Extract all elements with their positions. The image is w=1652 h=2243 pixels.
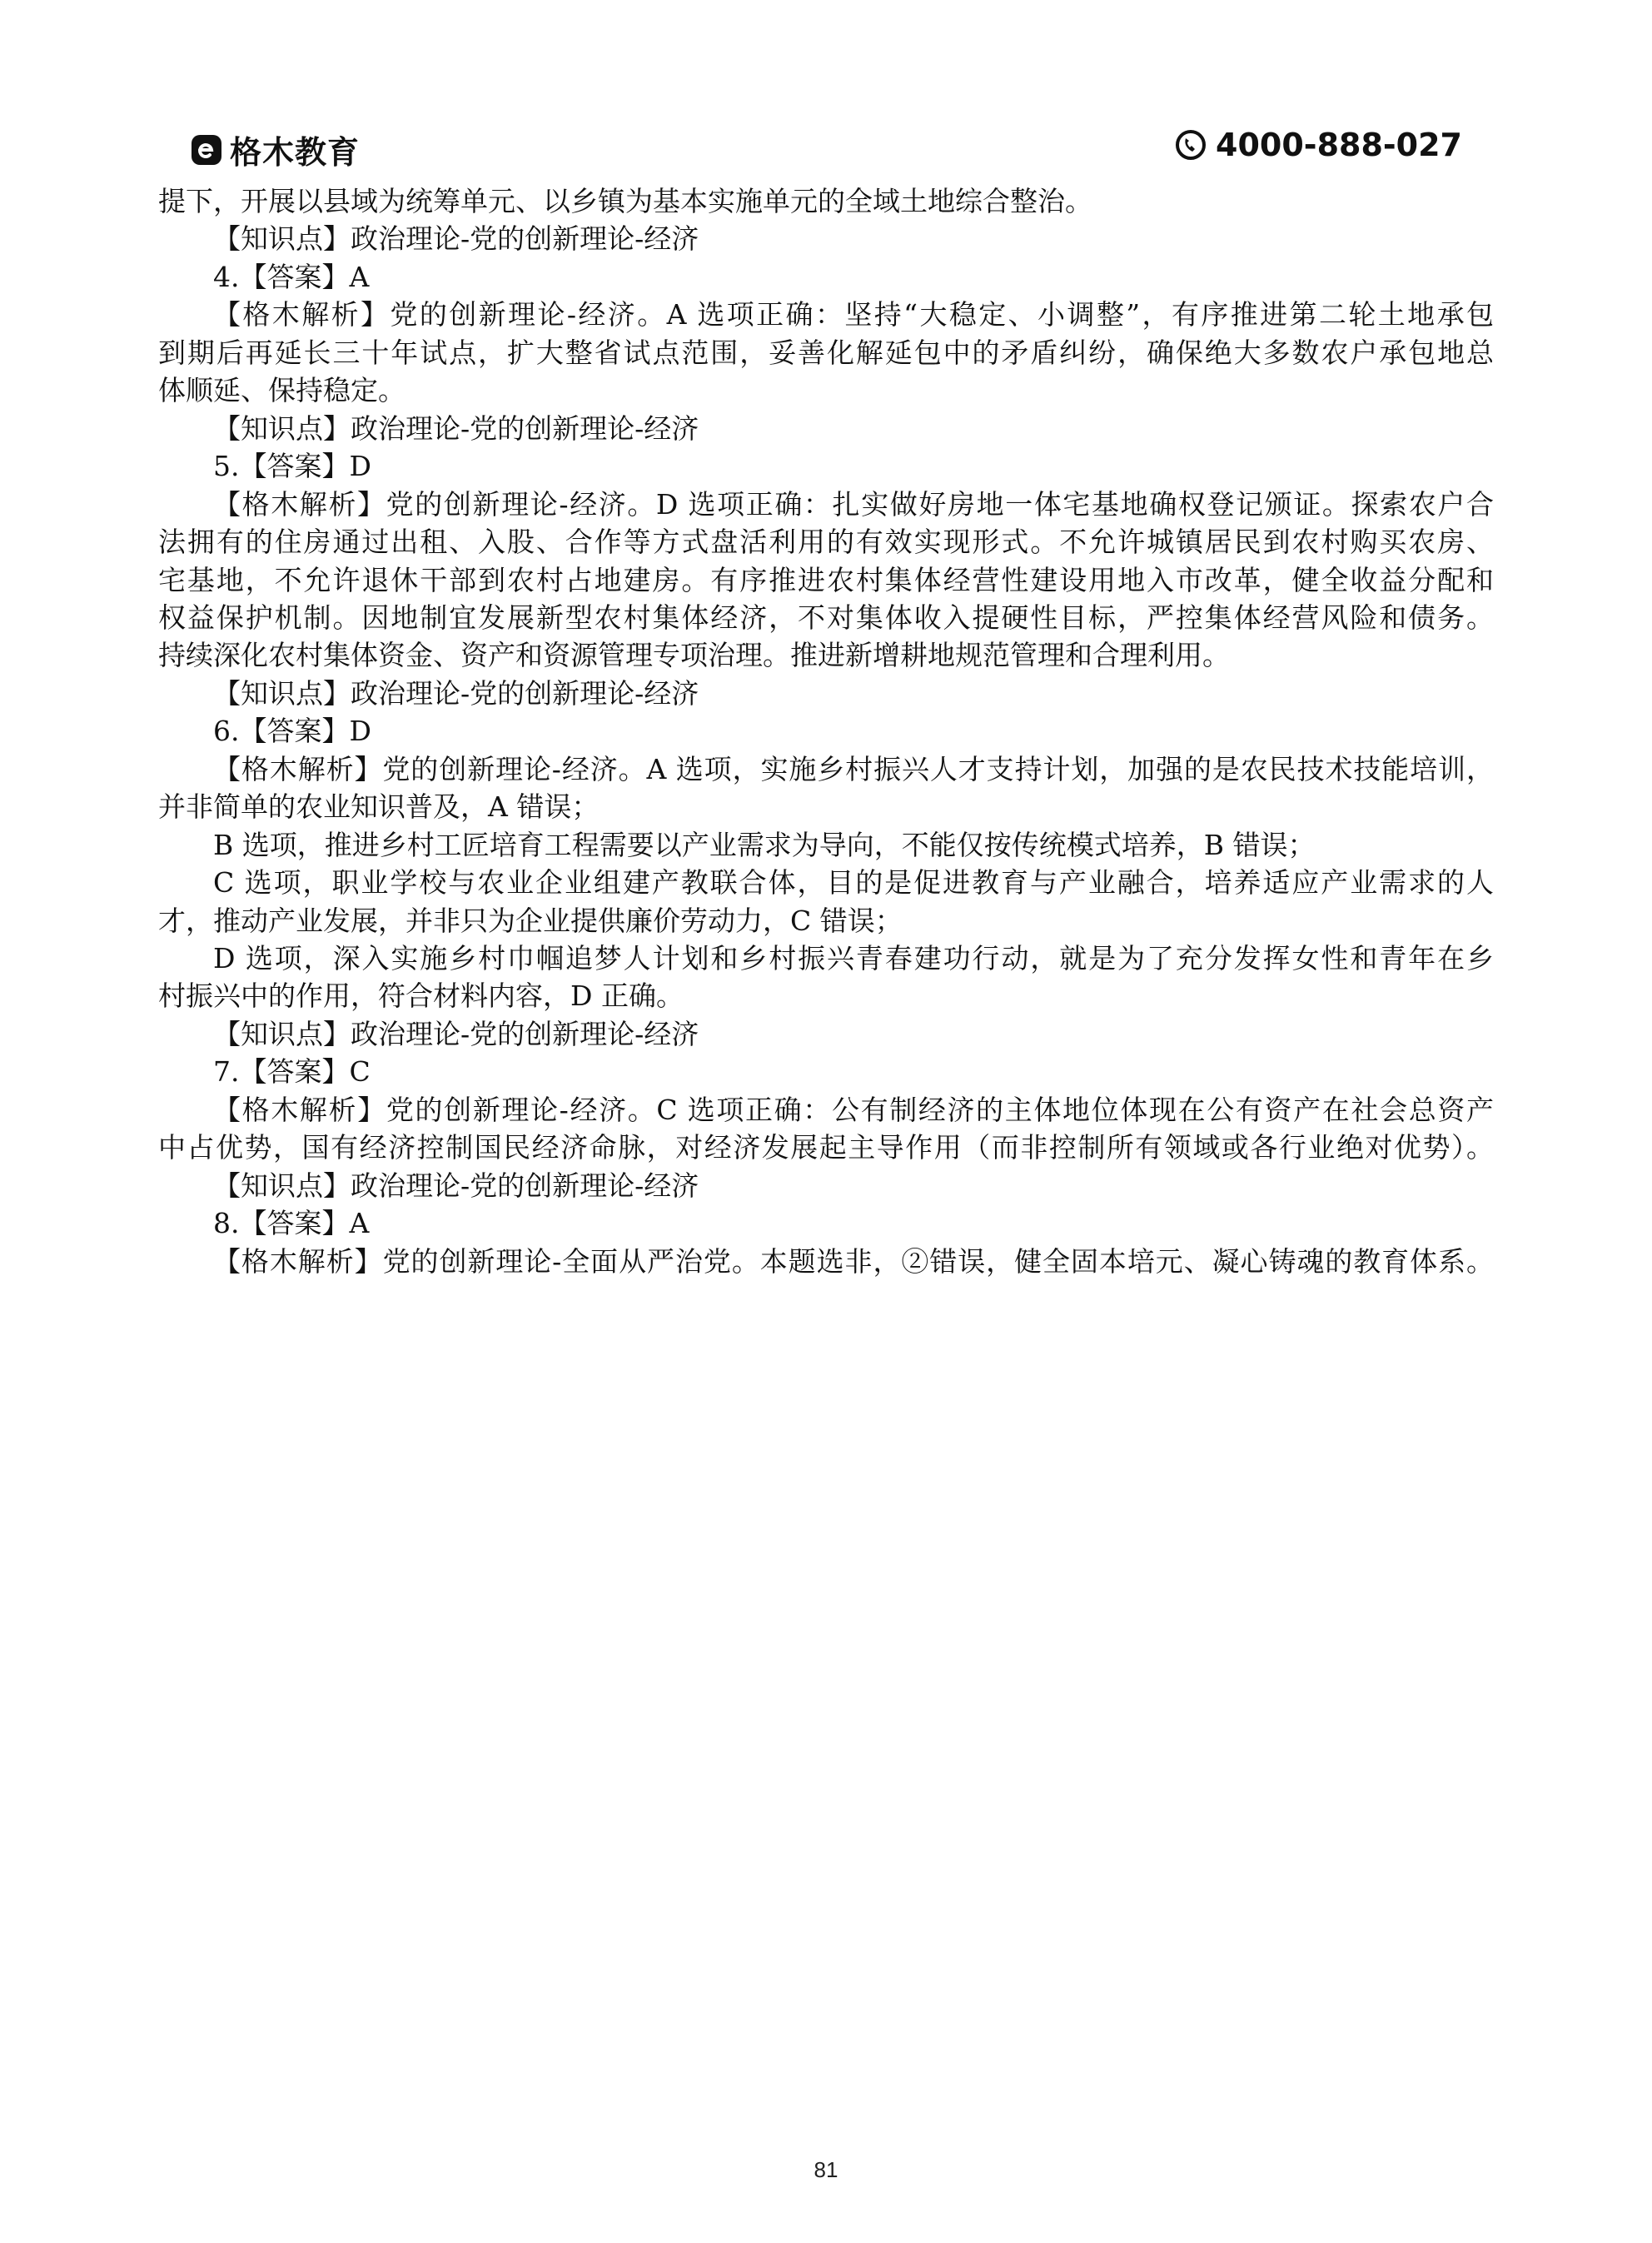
text-line: 【格木解析】党的创新理论-经济。D 选项正确：扎实做好房地一体宅基地确权登记颁证。探索农户合 xyxy=(213,487,1494,521)
text-line: 【格木解析】党的创新理论-经济。C 选项正确：公有制经济的主体地位体现在公有资产在社会总资产 xyxy=(213,1093,1494,1126)
text-line: 权益保护机制。因地制宜发展新型农村集体经济，不对集体收入提硬性目标，严控集体经营风险和债务。 xyxy=(158,601,1494,634)
text-line: 【知识点】政治理论-党的创新理论-经济 xyxy=(213,411,699,445)
text-line: 村振兴中的作用，符合材料内容，D 正确。 xyxy=(158,979,684,1013)
hotline xyxy=(1174,127,1462,163)
text-line: 持续深化农村集体资金、资产和资源管理专项治理。推进新增耕地规范管理和合理利用。 xyxy=(158,639,1230,672)
text-line: C 选项，职业学校与农业企业组建产教联合体，目的是促进教育与产业融合，培养适应产业需求的人 xyxy=(213,866,1494,900)
phone-icon xyxy=(1174,128,1207,162)
text-line: 【知识点】政治理论-党的创新理论-经济 xyxy=(213,222,699,256)
text-line: D 选项，深入实施乡村巾帼追梦人计划和乡村振兴青春建功行动，就是为了充分发挥女性和青年在乡 xyxy=(213,942,1494,974)
text-line: 6.【答案】D xyxy=(213,715,371,748)
text-line: 法拥有的住房通过出租、入股、合作等方式盘活利用的有效实现形式。不允许城镇居民到农村购买农房、 xyxy=(158,526,1494,559)
text-line: 体顺延、保持稳定。 xyxy=(158,374,406,407)
brand-logo xyxy=(190,127,360,172)
page-header xyxy=(190,127,1462,177)
text-line: B 选项，推进乡村工匠培育工程需要以产业需求为导向，不能仅按传统模式培养，B 错误； xyxy=(213,828,1316,861)
text-line: 5.【答案】D xyxy=(213,450,371,483)
text-line: 并非简单的农业知识普及，A 错误； xyxy=(158,790,600,824)
text-line: 4.【答案】A xyxy=(213,260,370,293)
text-line: 【格木解析】党的创新理论-全面从严治党。本题选非，②错误，健全固本培元、凝心铸魂的教育体系。 xyxy=(213,1244,1494,1278)
hotline-number: 4000-888-027 xyxy=(1216,127,1462,163)
text-line: 到期后再延长三十年试点，扩大整省试点范围，妥善化解延包中的矛盾纠纷，确保绝大多数农户承包地总 xyxy=(158,336,1494,369)
brand-name: 格木教育 xyxy=(230,134,361,171)
text-line: 提下，开展以县域为统筹单元、以乡镇为基本实施单元的全域土地综合整治。 xyxy=(158,185,1092,217)
text-line: 【格木解析】党的创新理论-经济。A 选项，实施乡村振兴人才支持计划，加强的是农民技术技能培训， xyxy=(213,752,1494,785)
text-line: 7.【答案】C xyxy=(213,1055,371,1089)
page-number: 81 xyxy=(814,2157,838,2182)
text-line: 【知识点】政治理论-党的创新理论-经济 xyxy=(213,676,699,710)
text-line: 8.【答案】A xyxy=(213,1207,370,1240)
text-line: 【知识点】政治理论-党的创新理论-经济 xyxy=(213,1169,699,1202)
text-line: 宅基地，不允许退休干部到农村占地建房。有序推进农村集体经营性建设用地入市改革，健全收益分配和 xyxy=(158,563,1494,596)
text-line: 才，推动产业发展，并非只为企业提供廉价劳动力，C 错误； xyxy=(158,904,903,937)
text-line: 中占优势，国有经济控制国民经济命脉，对经济发展起主导作用（而非控制所有领域或各行业绝对优势）。 xyxy=(158,1131,1494,1164)
brand-logo-icon xyxy=(190,133,223,167)
text-line: 【知识点】政治理论-党的创新理论-经济 xyxy=(213,1017,699,1050)
text-line: 【格木解析】党的创新理论-经济。A 选项正确：坚持“大稳定、小调整”，有序推进第二轮土地承包 xyxy=(213,298,1494,331)
